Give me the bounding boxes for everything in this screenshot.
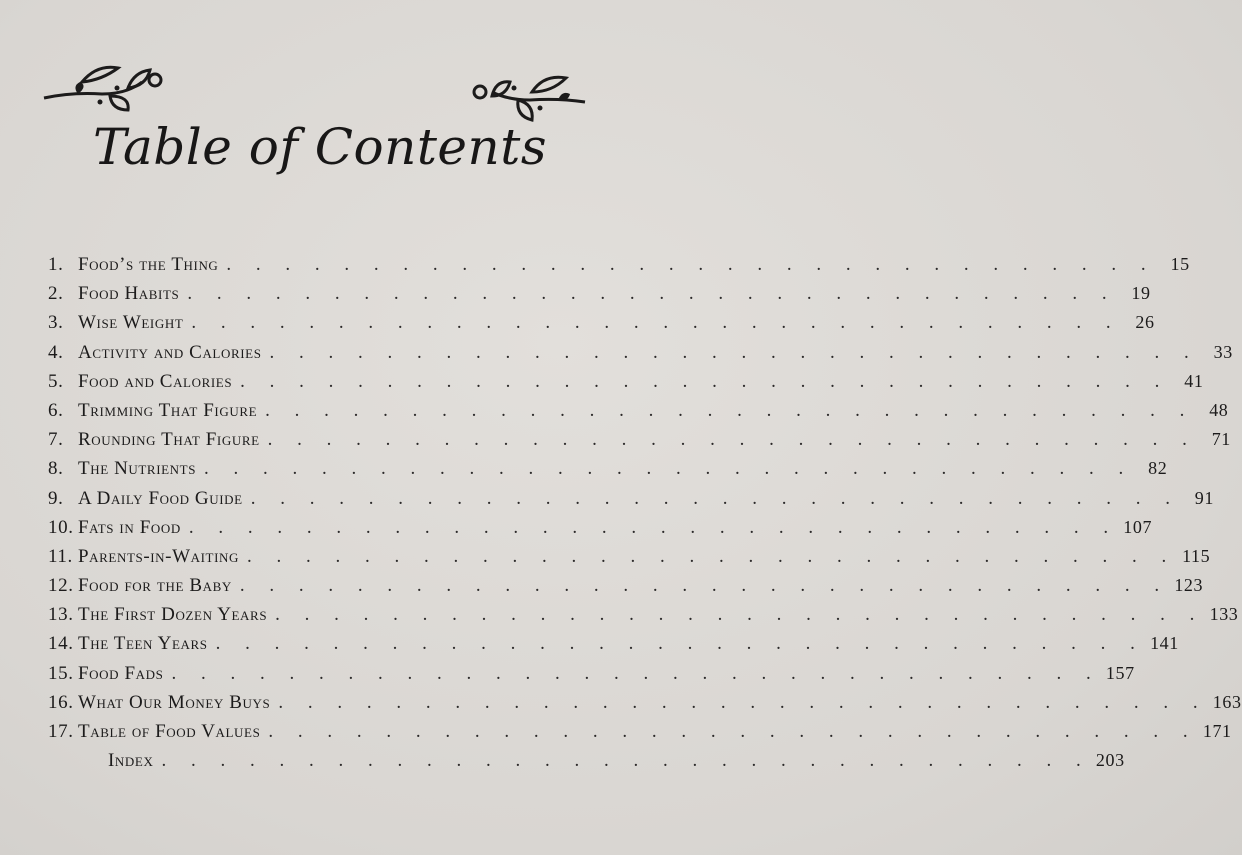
toc-entry-page: 82 [1148, 458, 1168, 479]
toc-entry-title: The First Dozen Years [78, 604, 268, 626]
toc-entry-number: 17. [48, 721, 74, 742]
dot-leader: . . . . . . . . . . . . . . . . . . . . . . . . . . . . . . . . [188, 516, 1119, 538]
dot-leader: . . . . . . . . . . . . . . . . . . . . . . . . . . . . . . . . [240, 370, 1170, 392]
dot-leader: . . . . . . . . . . . . . . . . . . . . . . . . . . . . . . . . [267, 429, 1197, 451]
toc-entry-number: 9. [48, 487, 64, 509]
toc-entry-page: 15 [1170, 254, 1190, 274]
dot-leader: . . . . . . . . . . . . . . . . . . . . . . . . . . . . . . . . [269, 341, 1199, 363]
dot-leader: . . . . . . . . . . . . . . . . . . . . . . . . . . . . . . . . [268, 721, 1198, 742]
toc-entry-title: Food and Calories [78, 370, 233, 392]
toc-entry-number: 2. [48, 283, 64, 305]
toc-entry-number: 16. [48, 691, 74, 713]
toc-entry-title: Rounding That Figure [78, 429, 260, 451]
toc-entry-page: 141 [1150, 633, 1179, 654]
dot-leader: . . . . . . . . . . . . . . . . . . . . . . . . . . . . . . . . [226, 254, 1156, 275]
toc-entry [48, 721, 1232, 750]
toc-entry [48, 691, 1242, 721]
toc-entry-title: What Our Money Buys [78, 691, 271, 713]
dot-leader: . . . . . . . . . . . . . . . . . . . . . . . . . . . . . . . . [247, 545, 1177, 567]
toc-entry-title: Index [108, 750, 154, 772]
toc-entry-page: 19 [1131, 283, 1151, 304]
toc-entry-number: 15. [48, 662, 74, 684]
dot-leader: . . . . . . . . . . . . . . . . . . . . . . . . . . . . . . . . [278, 691, 1208, 713]
toc-entry-title: Activity and Calories [78, 341, 262, 363]
toc-entry-title: Fats in Food [78, 516, 181, 538]
toc-entry [48, 545, 1211, 575]
toc-entry-number: 6. [48, 399, 64, 421]
toc-entry-number: 14. [48, 633, 74, 655]
toc-entry-number: 7. [48, 429, 64, 451]
toc-entry-page: 48 [1209, 399, 1229, 420]
toc-entry [48, 312, 1155, 341]
toc-entry-number: 4. [48, 341, 64, 363]
toc-entry-number: 8. [48, 458, 64, 480]
toc-entry-title: Table of Food Values [78, 721, 261, 742]
toc-entry [48, 254, 1190, 283]
toc-entry [48, 662, 1135, 692]
toc-entry-title: The Nutrients [78, 458, 197, 480]
toc-entry-page: 71 [1211, 429, 1231, 450]
dot-leader: . . . . . . . . . . . . . . . . . . . . . . . . . . . . . . . . [187, 283, 1117, 305]
toc-entry-number: 1. [48, 254, 64, 275]
dot-leader: . . . . . . . . . . . . . . . . . . . . . . . . . . . . . . . . [275, 604, 1205, 626]
toc-entry-page: 203 [1095, 750, 1125, 771]
toc-entry-title: Food’s the Thing [78, 254, 219, 275]
toc-entry [48, 633, 1179, 662]
dot-leader: . . . . . . . . . . . . . . . . . . . . . . . . . . . . . . . . [250, 487, 1180, 509]
toc-entry-number: 3. [48, 312, 64, 334]
toc-entry-number: 5. [48, 370, 64, 392]
toc-entry-title: Wise Weight [78, 312, 184, 334]
toc-entry [48, 604, 1239, 633]
dot-leader: . . . . . . . . . . . . . . . . . . . . . . . . . . . . . . . . [204, 458, 1134, 480]
toc-entry-title: Food Fads [78, 662, 164, 684]
dot-leader: . . . . . . . . . . . . . . . . . . . . . . . . . . . . . . . . [265, 399, 1195, 421]
table-of-contents [48, 254, 1242, 779]
toc-entry [48, 458, 1168, 487]
toc-entry-number: 13. [48, 604, 74, 626]
dot-leader: . . . . . . . . . . . . . . . . . . . . . . . . . . . . . . . . [239, 575, 1170, 597]
toc-entry-page: 115 [1182, 545, 1211, 566]
toc-entry [48, 341, 1233, 371]
toc-entry-page: 26 [1135, 312, 1155, 333]
page-title: Table of Contents [93, 118, 547, 176]
toc-entry-title: The Teen Years [78, 633, 208, 655]
toc-entry-page: 163 [1212, 691, 1242, 712]
toc-entry-page: 107 [1123, 516, 1153, 537]
dot-leader: . . . . . . . . . . . . . . . . . . . . . . . . . . . . . . . . [191, 312, 1121, 334]
toc-entry-page: 91 [1194, 487, 1214, 508]
toc-entry-page: 33 [1213, 341, 1233, 362]
dot-leader: . . . . . . . . . . . . . . . . . . . . . . . . . . . . . . . . [171, 662, 1101, 684]
toc-entry-number: 11. [48, 545, 73, 567]
leaf-ornament-right-icon [470, 70, 588, 125]
toc-entry [48, 575, 1204, 604]
toc-entry [48, 487, 1214, 517]
toc-entry [48, 370, 1204, 400]
dot-leader: . . . . . . . . . . . . . . . . . . . . . . . . . . . . . . . . [161, 750, 1091, 772]
toc-entry [48, 399, 1229, 429]
toc-entry-title: Parents-in-Waiting [78, 545, 239, 567]
toc-entry-title: Food for the Baby [78, 575, 232, 597]
toc-entry-page: 157 [1105, 662, 1135, 683]
toc-entry [48, 516, 1153, 546]
toc-entry-title: A Daily Food Guide [78, 487, 243, 509]
toc-entry-page: 123 [1174, 575, 1204, 596]
toc-entry [48, 429, 1231, 458]
toc-entry-number: 12. [48, 575, 74, 597]
toc-entry-number: 10. [48, 516, 74, 538]
leaf-ornament-left-icon [42, 58, 167, 113]
toc-entry-page: 171 [1202, 721, 1232, 741]
toc-entry-page: 133 [1209, 604, 1239, 625]
toc-entry-title: Trimming That Figure [78, 399, 258, 421]
dot-leader: . . . . . . . . . . . . . . . . . . . . . . . . . . . . . . . . [215, 633, 1145, 655]
toc-entry [48, 750, 1125, 779]
toc-entry [48, 283, 1151, 312]
toc-entry-page: 41 [1184, 370, 1204, 391]
toc-entry-title: Food Habits [78, 283, 180, 305]
